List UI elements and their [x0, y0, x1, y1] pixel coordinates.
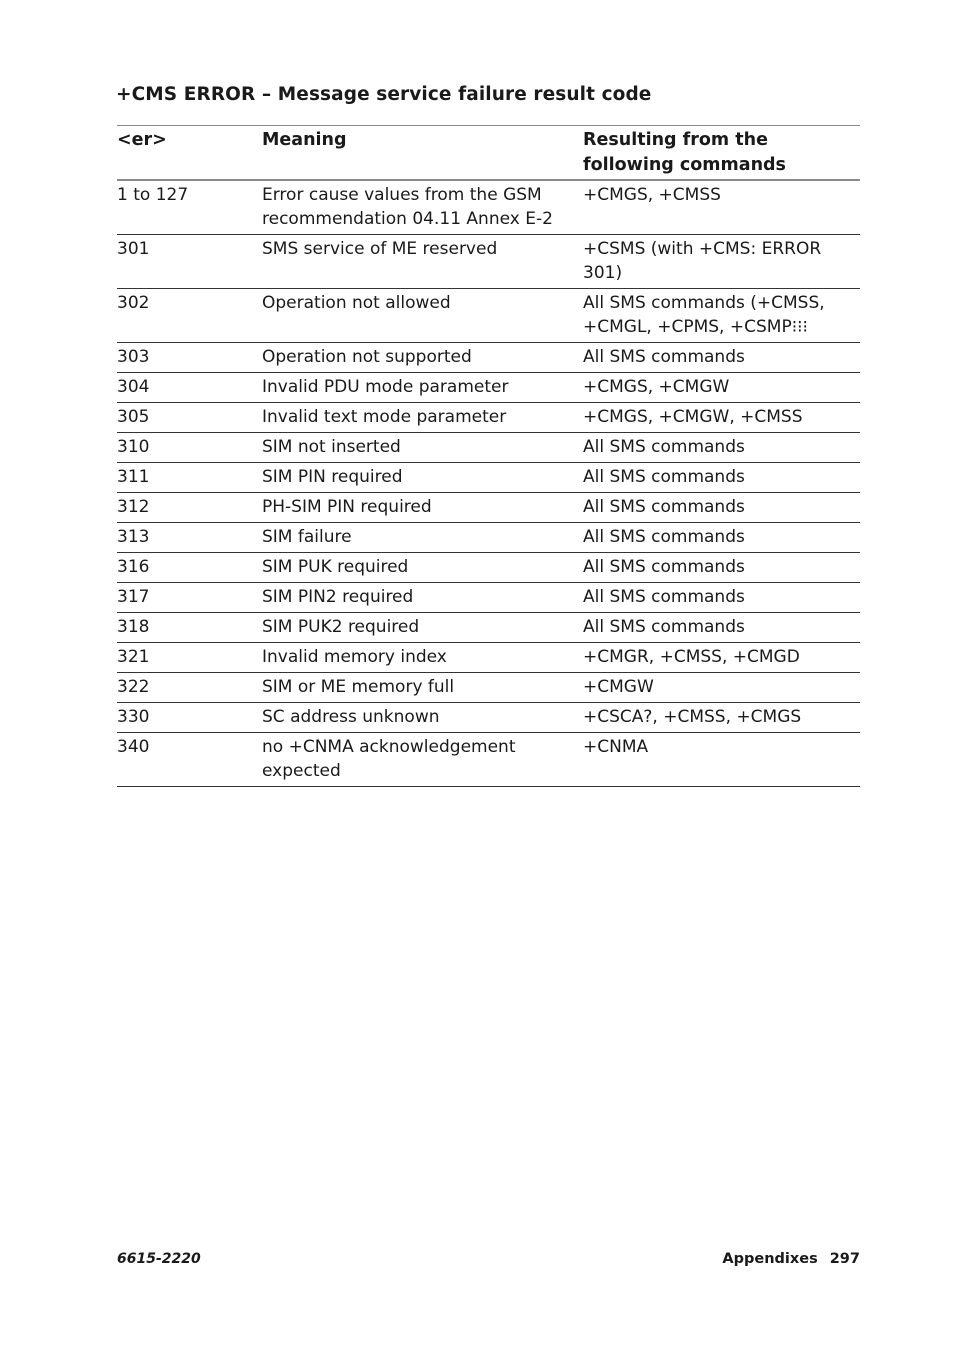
- cell-meaning: SIM or ME memory full: [262, 673, 583, 703]
- table-row: [117, 403, 860, 433]
- table-row: [117, 463, 860, 493]
- table-header-row: [117, 126, 860, 181]
- table-row: [117, 373, 860, 403]
- cell-commands: All SMS commands: [583, 523, 860, 553]
- cell-error-code: 301: [117, 235, 262, 289]
- cell-meaning: SIM not inserted: [262, 433, 583, 463]
- cell-commands: All SMS commands: [583, 553, 860, 583]
- cell-meaning: Invalid memory index: [262, 643, 583, 673]
- cell-meaning: no +CNMA acknowledgement expected: [262, 733, 583, 787]
- cell-error-code: 313: [117, 523, 262, 553]
- cell-error-code: 311: [117, 463, 262, 493]
- table-row: [117, 343, 860, 373]
- cell-meaning: SMS service of ME reserved: [262, 235, 583, 289]
- cell-meaning: Invalid PDU mode parameter: [262, 373, 583, 403]
- table-row: [117, 583, 860, 613]
- cell-error-code: 304: [117, 373, 262, 403]
- error-code-table: [117, 125, 860, 787]
- cell-commands: +CMGS, +CMSS: [583, 180, 860, 235]
- cell-error-code: 318: [117, 613, 262, 643]
- cell-commands: All SMS commands: [583, 343, 860, 373]
- cell-commands: +CNMA: [583, 733, 860, 787]
- cell-meaning: Error cause values from the GSM recommendation 04.11 Annex E-2: [262, 180, 583, 235]
- cell-meaning: Operation not supported: [262, 343, 583, 373]
- table-row: [117, 180, 860, 235]
- cell-commands: All SMS commands: [583, 583, 860, 613]
- table-row: [117, 733, 860, 787]
- footer-section-name: Appendixes: [722, 1251, 818, 1267]
- cell-meaning: SIM PUK2 required: [262, 613, 583, 643]
- cell-error-code: 317: [117, 583, 262, 613]
- cell-commands: +CMGS, +CMGW, +CMSS: [583, 403, 860, 433]
- table-row: [117, 703, 860, 733]
- cell-error-code: 340: [117, 733, 262, 787]
- cell-commands: All SMS commands: [583, 613, 860, 643]
- cell-error-code: 305: [117, 403, 262, 433]
- cell-error-code: 321: [117, 643, 262, 673]
- cell-error-code: 302: [117, 289, 262, 343]
- table-row: [117, 493, 860, 523]
- column-header-commands: Resulting from the following commands: [583, 126, 860, 181]
- table-body: [117, 180, 860, 787]
- table-row: [117, 643, 860, 673]
- cell-meaning: SIM PIN required: [262, 463, 583, 493]
- table-row: [117, 523, 860, 553]
- cell-meaning: PH-SIM PIN required: [262, 493, 583, 523]
- cell-commands: +CSCA?, +CMSS, +CMGS: [583, 703, 860, 733]
- footer-page-number: 297: [829, 1251, 860, 1267]
- cell-error-code: 330: [117, 703, 262, 733]
- cell-error-code: 316: [117, 553, 262, 583]
- cell-error-code: 1 to 127: [117, 180, 262, 235]
- cell-error-code: 322: [117, 673, 262, 703]
- cell-commands: +CMGW: [583, 673, 860, 703]
- column-header-er: <er>: [117, 126, 262, 181]
- footer-page-info: [722, 1251, 860, 1267]
- table-row: [117, 613, 860, 643]
- cell-commands: All SMS commands: [583, 463, 860, 493]
- cell-meaning: SIM failure: [262, 523, 583, 553]
- cell-meaning: SIM PIN2 required: [262, 583, 583, 613]
- footer-doc-number: 6615-2220: [117, 1251, 201, 1267]
- cell-meaning: Operation not allowed: [262, 289, 583, 343]
- table-row: [117, 235, 860, 289]
- table-row: [117, 673, 860, 703]
- cell-commands: +CSMS (with +CMS: ERROR 301): [583, 235, 860, 289]
- cell-meaning: Invalid text mode parameter: [262, 403, 583, 433]
- table-row: [117, 289, 860, 343]
- section-title: +CMS ERROR – Message service failure result code: [116, 84, 652, 105]
- cell-error-code: 303: [117, 343, 262, 373]
- cell-commands: +CMGS, +CMGW: [583, 373, 860, 403]
- table-row: [117, 433, 860, 463]
- cell-commands: All SMS commands: [583, 493, 860, 523]
- table-row: [117, 553, 860, 583]
- cell-commands: All SMS commands (+CMSS, +CMGL, +CPMS, +CSMP⁝⁝⁝: [583, 289, 860, 343]
- cell-error-code: 310: [117, 433, 262, 463]
- cell-error-code: 312: [117, 493, 262, 523]
- cell-commands: +CMGR, +CMSS, +CMGD: [583, 643, 860, 673]
- cell-commands: All SMS commands: [583, 433, 860, 463]
- cell-meaning: SC address unknown: [262, 703, 583, 733]
- cell-meaning: SIM PUK required: [262, 553, 583, 583]
- column-header-meaning: Meaning: [262, 126, 583, 181]
